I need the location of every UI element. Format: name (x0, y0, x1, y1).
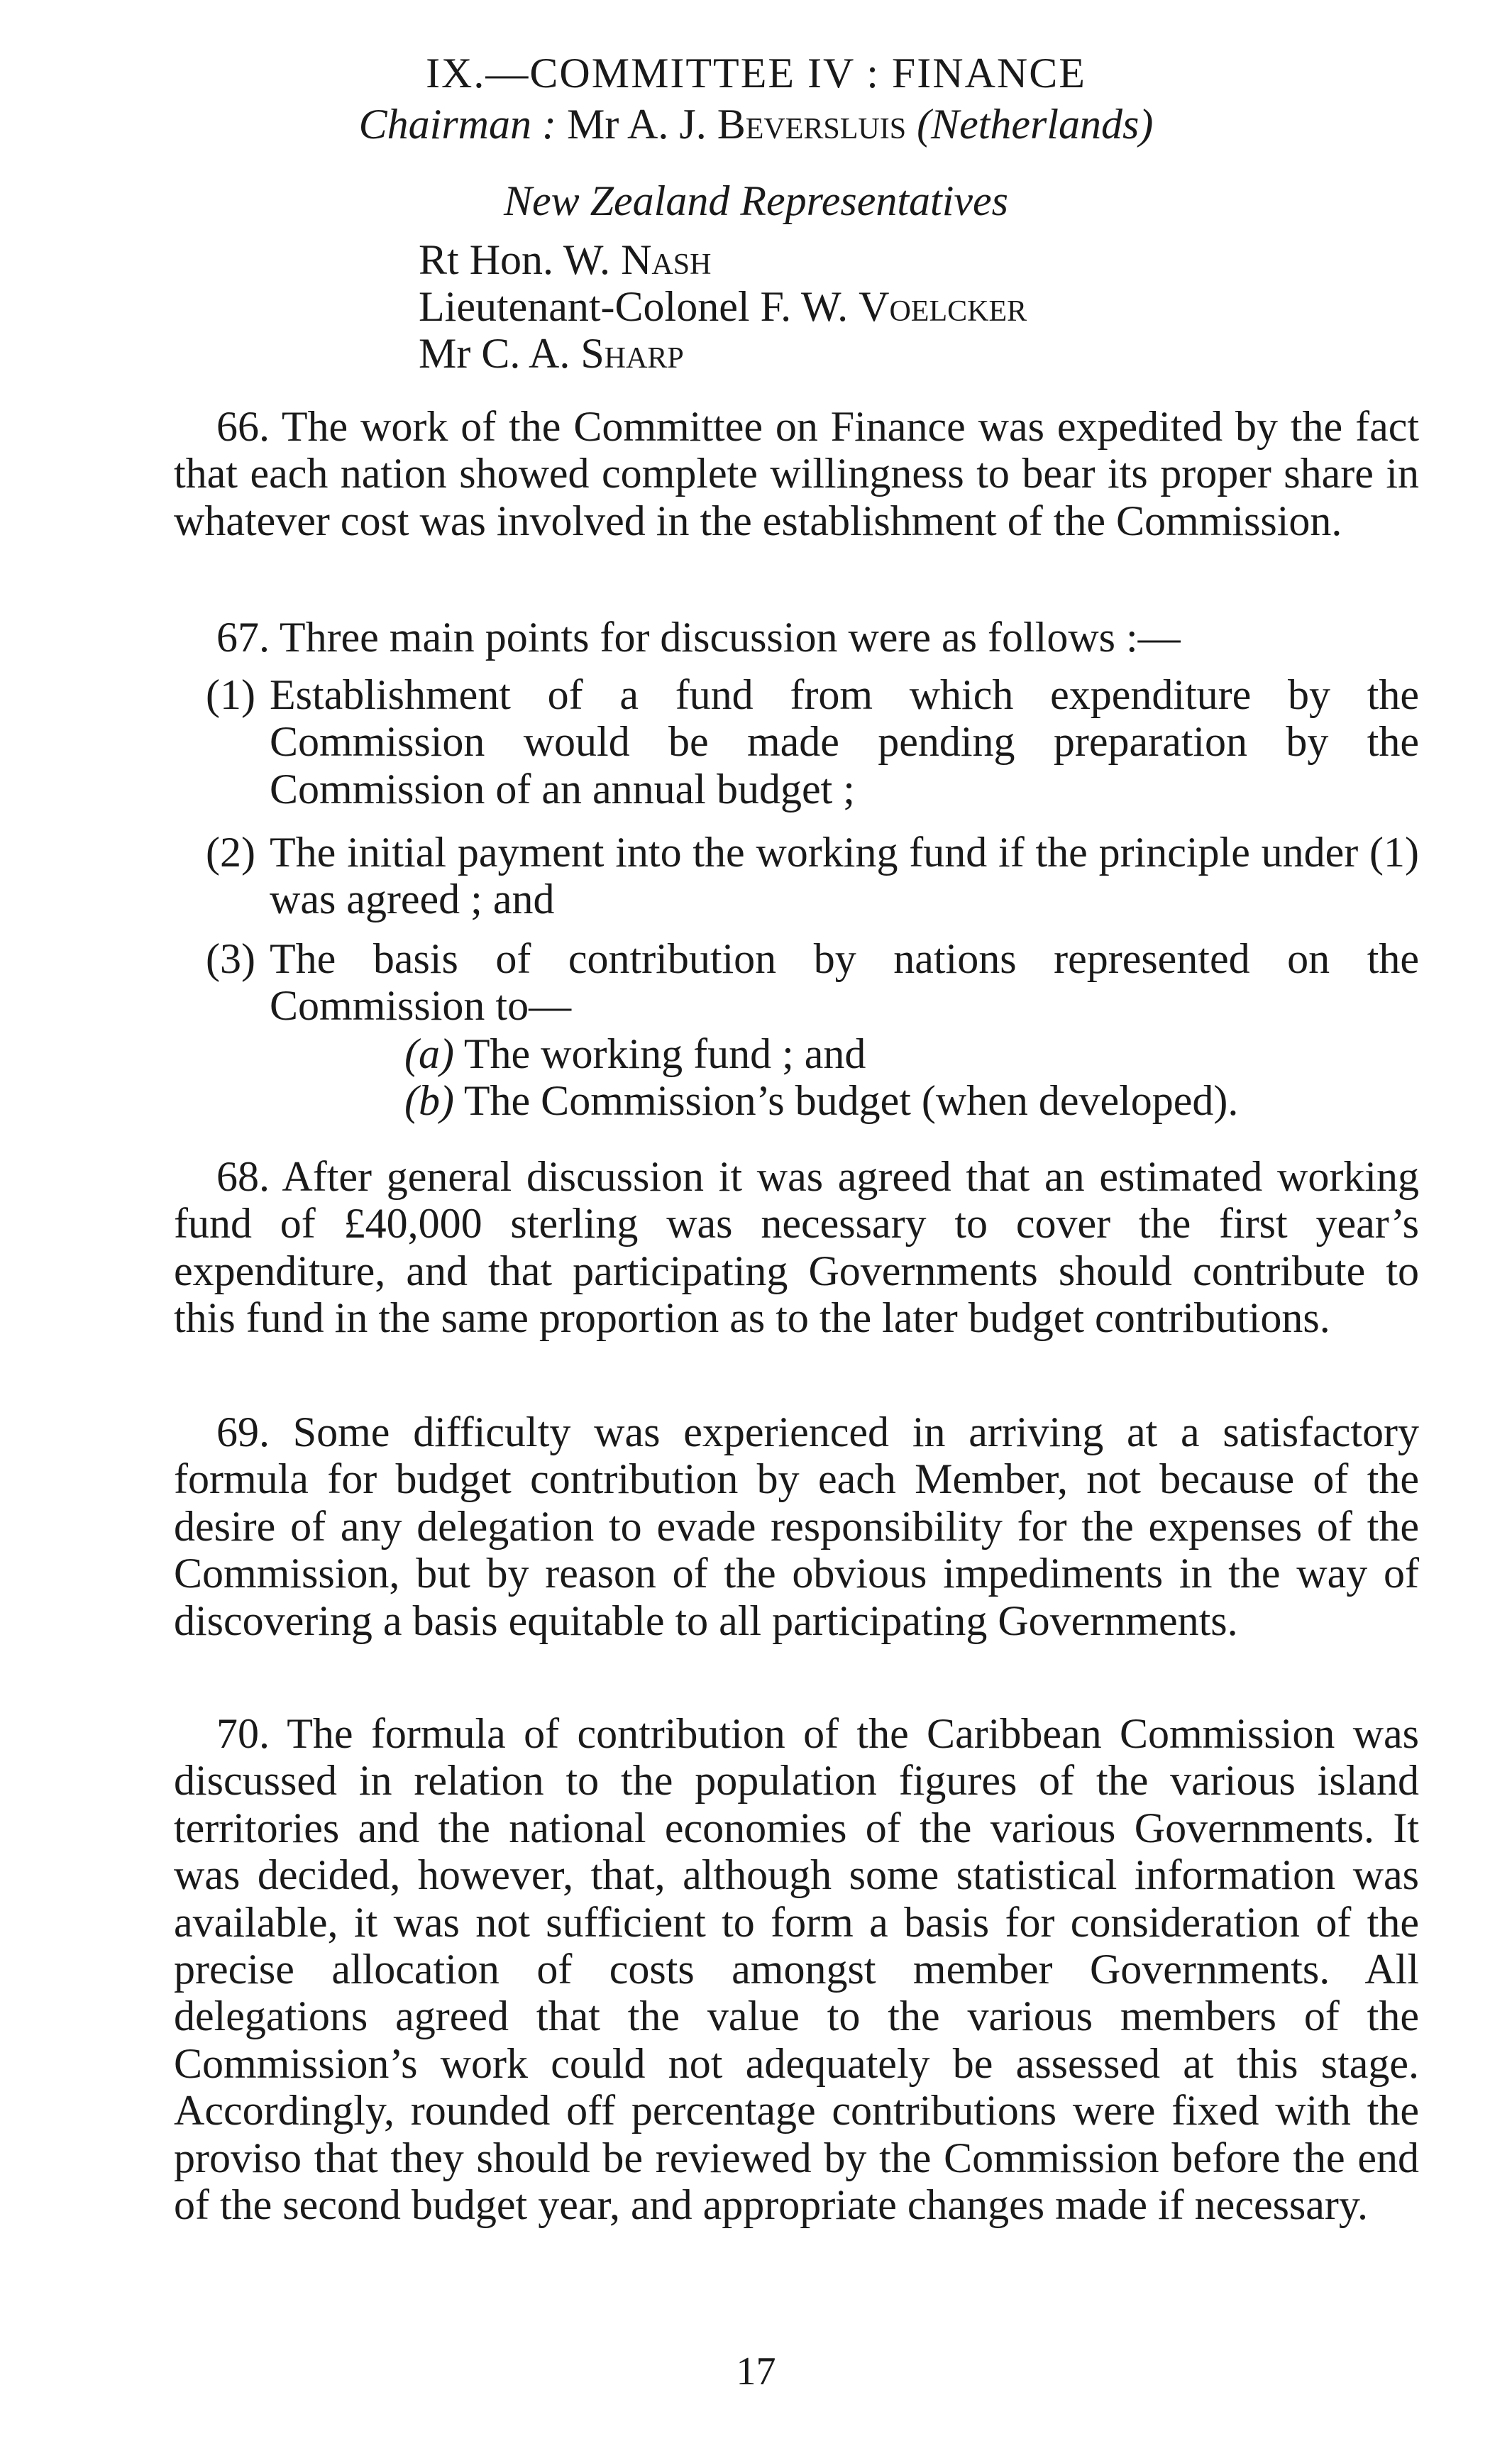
list-item-text: Establishment of a fund from which expenditure by the Commission would be made pending preparation by the Commission of an annual budget ; (270, 671, 1419, 813)
representative-prefix: Rt Hon. W. (419, 236, 611, 283)
chairman-label: Chairman : (358, 101, 556, 148)
representatives-title: New Zealand Representatives (504, 177, 1008, 224)
representative-prefix: Mr C. A. (419, 330, 570, 377)
paragraph-70: 70. The formula of contribution of the Caribbean Commission was discussed in relation to the population figures of the various island territories and the national economies of the various Governments. It was decided, however, that, although some statistical information was available, it was not sufficient to form a basis for consideration of the precise allocation of costs amongst member Governments. All delegations agreed that the value to the various members of the Commission’s work could not adequately be assessed at this stage. Accordingly, rounded off percentage contributions were fixed with the proviso that they should be reviewed by the Commission before the end of the second budget year, and appropriate changes made if necessary. (174, 1710, 1419, 2229)
chairman-surname: Beversluis (717, 101, 907, 148)
sub-item-a (404, 1030, 1419, 1077)
chairman-line (0, 99, 1512, 149)
sub-item-label: (b) (404, 1077, 454, 1124)
list-item-text: The initial payment into the working fund if the principle under (1) was agreed ; and (270, 829, 1419, 923)
list-item-number: (2) (206, 829, 255, 876)
representative-surname: Voelcker (859, 283, 1027, 330)
representative-surname: Sharp (580, 330, 684, 377)
sub-item-text: The Commission’s budget (when developed). (463, 1077, 1239, 1124)
representative-prefix: Lieutenant-Colonel F. W. (419, 283, 849, 330)
sub-item-b (404, 1077, 1419, 1124)
paragraph-68: 68. After general discussion it was agreed that an estimated working fund of £40,000 sterling was necessary to cover the first year’s expenditure, and that participating Governments should contribute to this fund in the same proportion as to the later budget contributions. (174, 1153, 1419, 1342)
sub-item-text: The working fund ; and (463, 1030, 866, 1077)
representative-3 (419, 330, 684, 377)
representative-2 (419, 283, 1027, 330)
list-item-text: The basis of contribution by nations represented on the Commission to— (270, 935, 1419, 1030)
chairman-country: (Netherlands) (917, 101, 1154, 148)
representative-1 (419, 236, 711, 283)
list-item-number: (3) (206, 935, 255, 982)
sub-item-label: (a) (404, 1030, 454, 1077)
page-number: 17 (736, 2350, 776, 2394)
paragraph-66: 66. The work of the Committee on Finance was expedited by the fact that each nation showed complete willingness to bear its proper share in whatever cost was involved in the establishment of the Commission. (174, 403, 1419, 544)
representative-surname: Nash (621, 236, 712, 283)
paragraph-69: 69. Some difficulty was experienced in arriving at a satisfactory formula for budget contribution by each Member, not because of the desire of any delegation to evade responsibility for the expenses of the Commission, but by reason of the obvious impediments in the way of discovering a basis equitable to all participating Governments. (174, 1409, 1419, 1644)
section-heading: IX.—COMMITTEE IV : FINANCE (426, 50, 1086, 97)
paragraph-67: 67. Three main points for discussion were as follows :— (216, 614, 1181, 661)
chairman-name-prefix: Mr A. J. (567, 101, 707, 148)
list-item-number: (1) (206, 671, 255, 718)
